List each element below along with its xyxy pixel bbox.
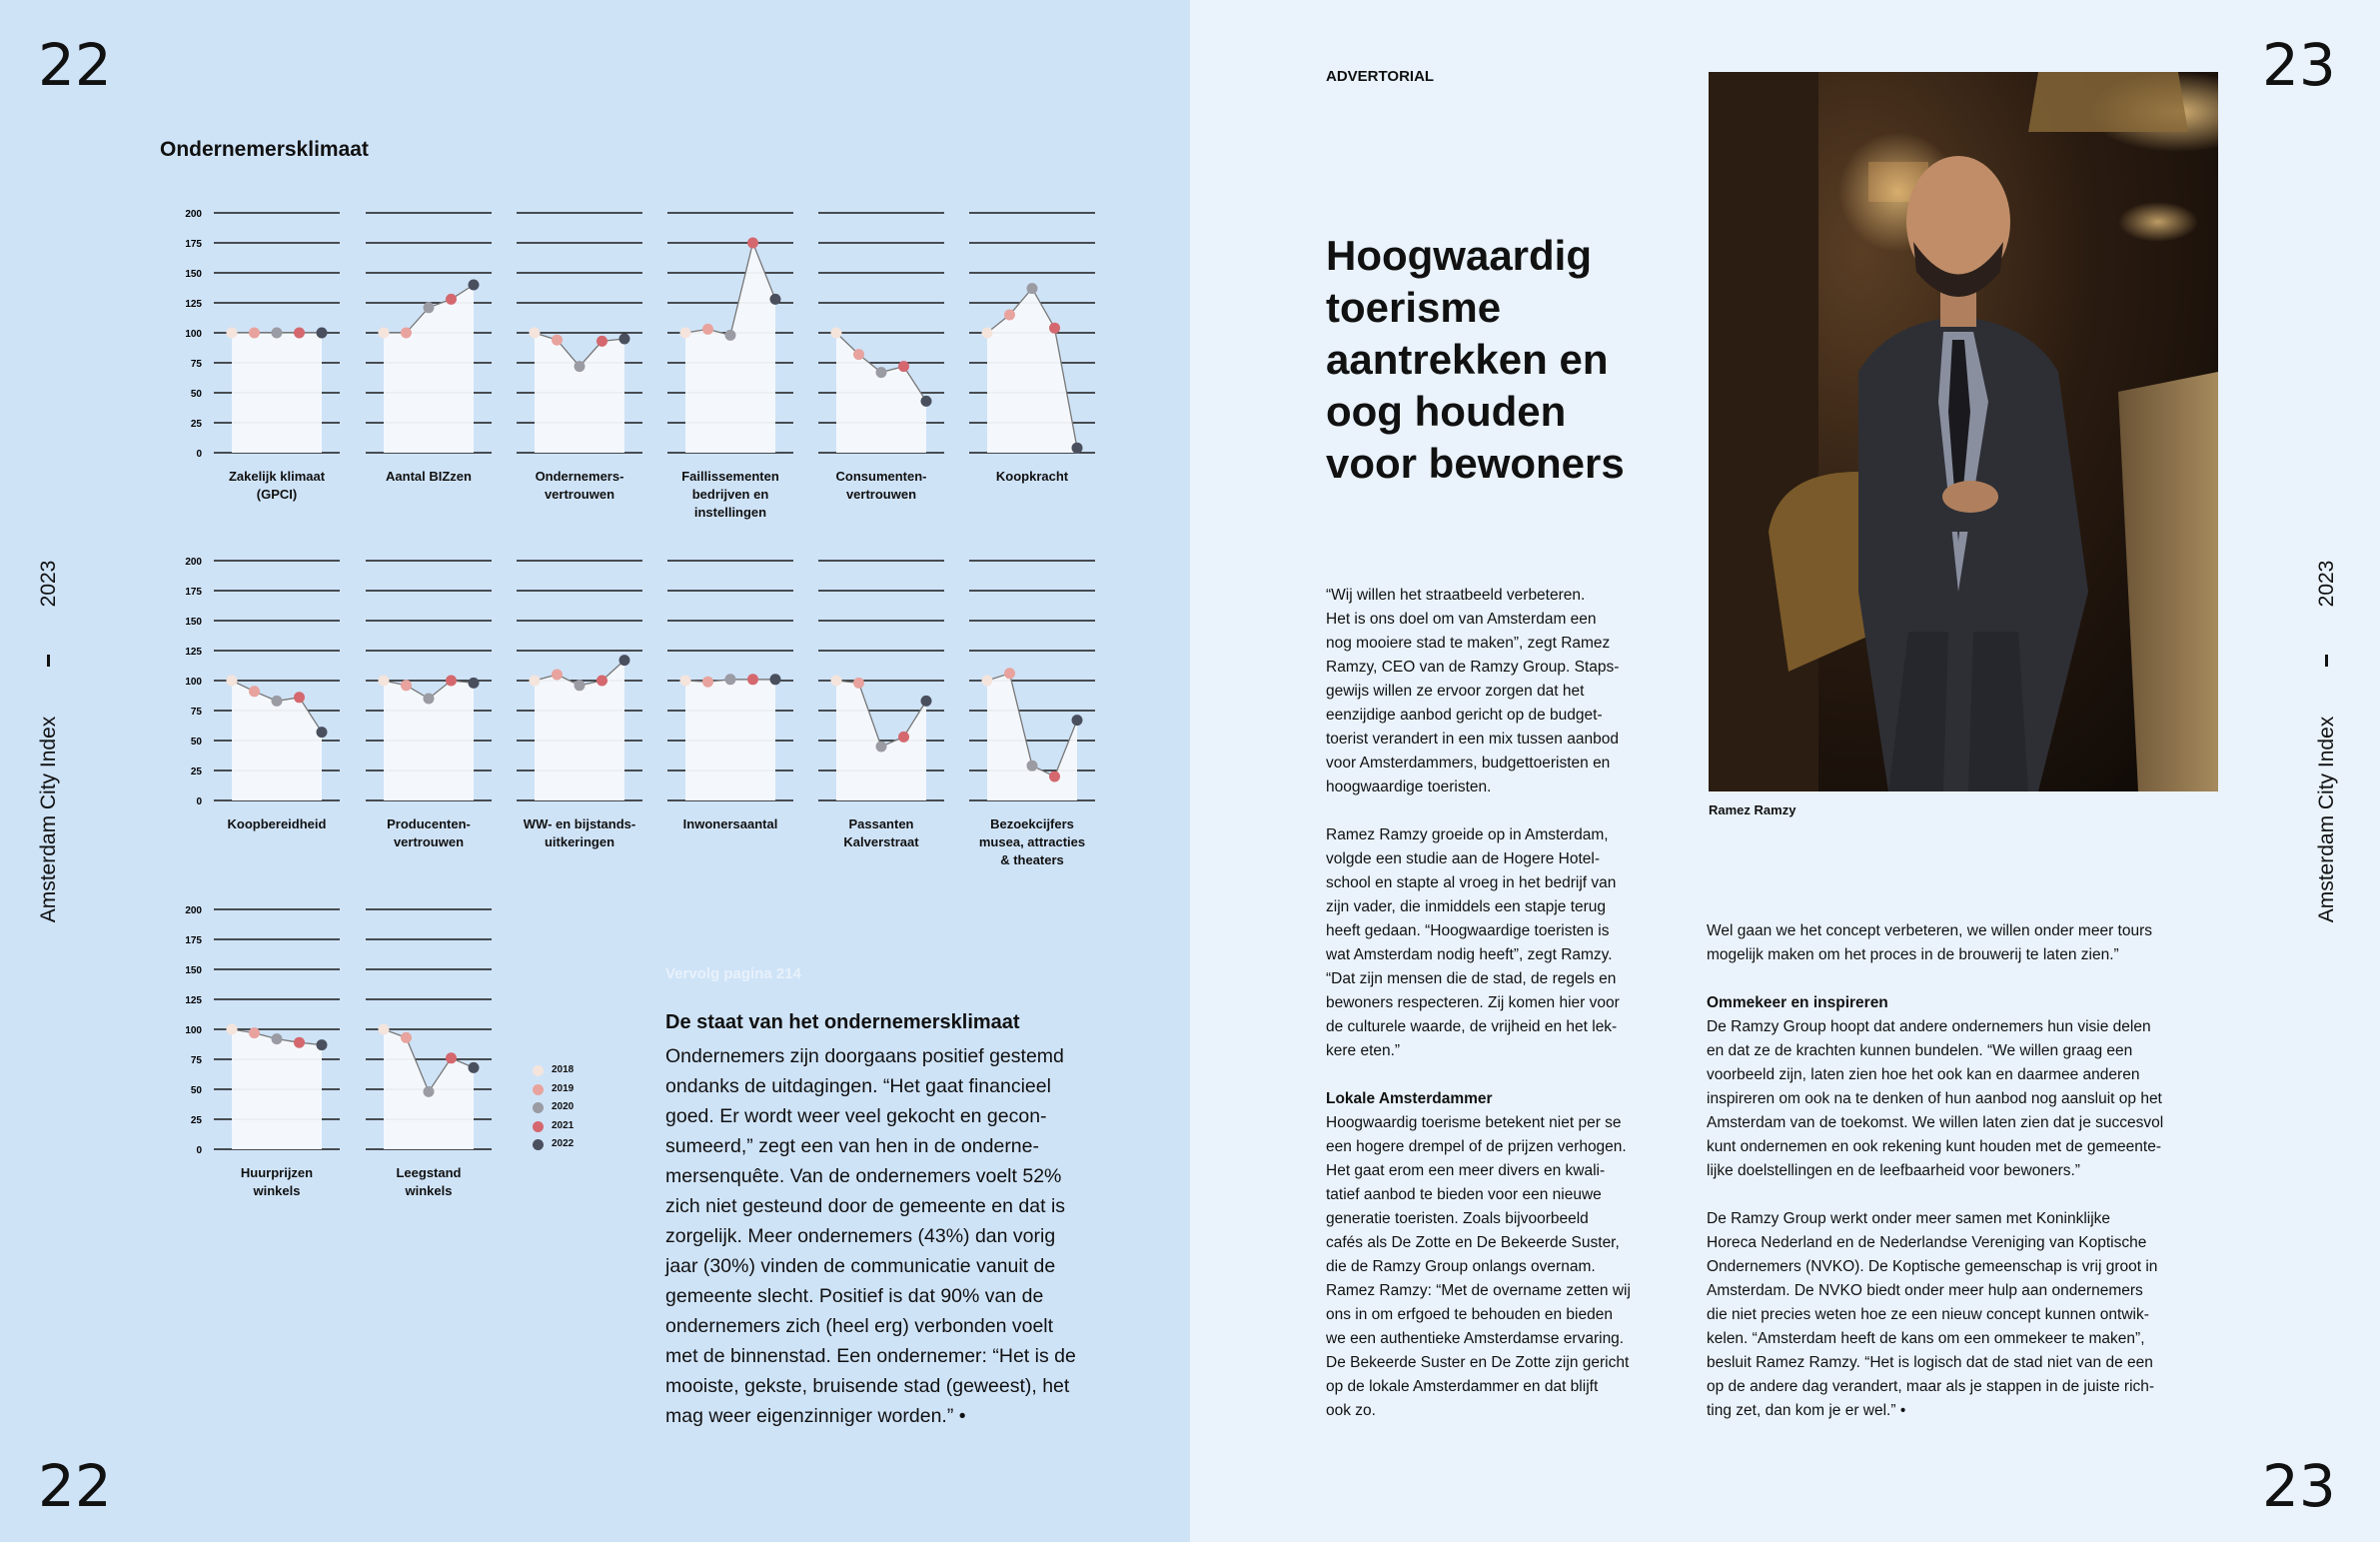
photo-caption: Ramez Ramzy (1709, 802, 1796, 817)
page-number-bottom-left: 22 (38, 1452, 112, 1520)
chart-label (194, 468, 360, 504)
data-point-2021 (747, 238, 758, 249)
text-line: we een authentieke Amsterdamse ervaring. (1326, 1330, 1625, 1347)
y-tick-label: 200 (185, 209, 202, 220)
body-line: Ondernemers zijn doorgaans positief gestemd (665, 1045, 1064, 1067)
text-line: op de lokale Amsterdammer en dat blijft (1326, 1378, 1599, 1395)
text-line: toerist verandert in een mix tussen aanbod (1326, 731, 1619, 748)
side-year-left: 2023 (37, 560, 60, 608)
side-title-left: Amsterdam City Index (37, 716, 60, 923)
chart-label-line: instellingen (693, 505, 767, 520)
chart-label-line: winkels (405, 1183, 453, 1198)
body-line: mersenquête. Van de ondernemers voelt 52% (665, 1165, 1062, 1187)
text-line: eenzijdige aanbod gericht op de budget- (1326, 707, 1603, 724)
data-point-2020 (876, 367, 887, 378)
y-tick-label: 200 (185, 905, 202, 916)
chart-label-line: winkels (253, 1183, 301, 1198)
chart-aantal-bizzen (316, 203, 492, 463)
chart-label-line: Zakelijk klimaat (228, 469, 326, 484)
data-point-2018 (680, 328, 691, 339)
chart-ondernemers-vertrouwen (467, 203, 642, 463)
text-line: nog mooiere stad te maken”, zegt Ramez (1326, 635, 1611, 652)
area-fill (987, 289, 1077, 453)
text-line: De Bekeerde Suster en De Zotte zijn gericht (1326, 1354, 1630, 1371)
y-tick-label: 125 (185, 647, 202, 658)
chart-label-line: musea, attracties (978, 834, 1086, 849)
data-point-2022 (1072, 443, 1083, 454)
data-point-2019 (249, 1027, 260, 1038)
text-line: Ramzy, CEO van de Ramzy Group. Staps- (1326, 659, 1620, 676)
y-tick-label: 150 (185, 965, 202, 976)
chart-ww-en-bijstands-uitkeringen (467, 551, 642, 810)
chart-label-line: Consumenten- (835, 469, 927, 484)
data-point-2018 (831, 676, 842, 687)
chart-label (798, 468, 964, 504)
body-line: zich niet gesteund door de gemeente en dat is (665, 1195, 1066, 1217)
data-point-2018 (227, 1024, 238, 1035)
y-tick-label: 75 (190, 1055, 202, 1066)
chart-label-line: Aantal BIZzen (386, 469, 472, 484)
section-title: Ondernemersklimaat (160, 138, 369, 161)
data-point-2021 (446, 294, 457, 305)
data-point-2020 (272, 696, 283, 707)
text-line: Ramez Ramzy: “Met de overname zetten wij (1326, 1282, 1631, 1299)
text-line: kere eten.” (1326, 1042, 1401, 1059)
data-point-2019 (853, 349, 864, 360)
chart-label-line: Passanten (848, 816, 914, 831)
left-article-heading: De staat van het ondernemersklimaat (665, 1011, 1020, 1033)
data-point-2018 (831, 328, 842, 339)
data-point-2021 (446, 676, 457, 687)
article-column-2 (1707, 919, 2226, 1447)
paragraph (1326, 1111, 1666, 1423)
text-line: De Ramzy Group hoopt dat andere ondernemers hun visie delen (1707, 1018, 2151, 1035)
data-point-2020 (876, 742, 887, 753)
paragraph (1707, 1207, 2226, 1423)
data-point-2019 (401, 680, 412, 691)
legend-swatch (533, 1102, 544, 1113)
area-fill (232, 1029, 322, 1149)
chart-label-line: Koopkracht (995, 469, 1069, 484)
text-line: Ramez Ramzy groeide op in Amsterdam, (1326, 826, 1609, 843)
y-tick-label: 25 (190, 1115, 202, 1126)
data-point-2019 (1004, 310, 1015, 321)
y-tick-label: 75 (190, 707, 202, 718)
chart-zakelijk-klimaat-gpci- (164, 203, 340, 463)
chart-label (949, 468, 1115, 486)
body-line: goed. Er wordt weer veel gekocht en gecon- (665, 1105, 1047, 1127)
text-line: “Dat zijn mensen die de stad, de regels en (1326, 970, 1617, 987)
text-line: Het is ons doel om van Amsterdam een (1326, 611, 1597, 628)
data-point-2022 (1072, 715, 1083, 726)
data-point-2021 (294, 692, 305, 703)
chart-label (194, 815, 360, 833)
advertorial-label: ADVERTORIAL (1326, 68, 1435, 85)
chart-label-line: uitkeringen (544, 834, 615, 849)
chart-koopkracht (919, 203, 1095, 463)
data-point-2020 (424, 302, 435, 313)
chart-label (497, 468, 662, 504)
y-tick-label: 175 (185, 935, 202, 946)
text-line: tatief aanbod te bieden voor een nieuwe (1326, 1186, 1602, 1203)
y-tick-label: 125 (185, 995, 202, 1006)
page-number-top-left: 22 (38, 31, 112, 99)
data-point-2019 (552, 335, 563, 346)
chart-label (647, 468, 813, 522)
chart-label-line: Ondernemers- (535, 469, 624, 484)
legend-label: 2022 (552, 1138, 575, 1149)
y-tick-label: 25 (190, 419, 202, 430)
data-point-2021 (596, 336, 607, 347)
chart-label-line: & theaters (1000, 852, 1064, 867)
page-number-bottom-right: 23 (2262, 1452, 2336, 1520)
text-line: Het gaat erom een meer divers en kwali- (1326, 1162, 1606, 1179)
body-line: jaar (30%) vinden de communicatie vanuit de (665, 1255, 1056, 1277)
data-point-2018 (379, 328, 390, 339)
chart-label-line: bedrijven en (691, 487, 769, 502)
article-column-1 (1326, 584, 1666, 1447)
text-line: volgde een studie aan de Hogere Hotel- (1326, 850, 1601, 867)
text-line: kelen. “Amsterdam heeft de kans om een ommekeer te maken”, (1707, 1330, 2145, 1347)
chart-bezoekcijfers-musea-attracties-theaters (919, 551, 1095, 810)
data-point-2021 (747, 674, 758, 685)
data-point-2019 (401, 1032, 412, 1043)
text-line: die niet precies weten hoe ze een nieuw concept kunnen ontwik- (1707, 1306, 2149, 1323)
data-point-2020 (424, 1086, 435, 1097)
legend-swatch (533, 1139, 544, 1150)
data-point-2020 (424, 694, 435, 705)
text-line: de culturele waarde, de vrijheid en het lek- (1326, 1018, 1618, 1035)
legend-label: 2019 (552, 1082, 575, 1094)
data-point-2019 (249, 686, 260, 697)
data-point-2021 (898, 732, 909, 743)
y-tick-label: 25 (190, 767, 202, 777)
chart-label (194, 1164, 360, 1200)
area-fill (232, 333, 322, 453)
legend-label: 2018 (552, 1064, 575, 1075)
y-tick-label: 50 (190, 737, 202, 748)
subheading: Lokale Amsterdammer (1326, 1090, 1493, 1107)
data-point-2018 (227, 676, 238, 687)
chart-label-line: Kalverstraat (843, 834, 919, 849)
text-line: Ondernemers (NVKO). De Koptische gemeenschap is vrij groot in (1707, 1258, 2158, 1275)
body-line: ondanks de uitdagingen. “Het gaat financieel (665, 1075, 1051, 1097)
y-tick-label: 175 (185, 239, 202, 250)
headline-line: voor bewoners (1326, 440, 1625, 487)
chart-label-line: vertrouwen (393, 834, 465, 849)
text-line: heeft gedaan. “Hoogwaardige toeristen is (1326, 922, 1610, 939)
chart-huurprijzen-winkels (164, 899, 340, 1159)
text-line: school en stapte al vroeg in het bedrijf van (1326, 874, 1617, 891)
text-line: Horeca Nederland en de Nederlandse Vereniging van Koptische (1707, 1234, 2147, 1251)
chart-label (497, 815, 662, 851)
text-line: op de andere dag verandert, maar als je stappen in de juiste rich- (1707, 1378, 2155, 1395)
data-point-2020 (725, 674, 736, 685)
text-line: kunt ondernemen en ook rekening kunt houden met de gemeente- (1707, 1138, 2161, 1155)
text-line: ons in om erfgoed te behouden en bieden (1326, 1306, 1613, 1323)
data-point-2018 (982, 676, 993, 687)
data-point-2020 (272, 1033, 283, 1044)
chart-inwonersaantal (617, 551, 793, 810)
data-point-2021 (446, 1052, 457, 1063)
data-point-2018 (530, 676, 541, 687)
chart-consumenten-vertrouwen (768, 203, 944, 463)
text-line: Amsterdam van de toekomst. We willen laten zien dat je succesvol (1707, 1114, 2164, 1131)
data-point-2019 (853, 678, 864, 689)
text-line: Wel gaan we het concept verbeteren, we willen onder meer tours (1707, 922, 2153, 939)
text-line: zijn vader, die inmiddels een stapje terug (1326, 898, 1607, 915)
text-line: en dat ze de krachten kunnen bundelen. “We willen graag een (1707, 1042, 2133, 1059)
data-point-2020 (1027, 283, 1038, 294)
data-point-2020 (725, 330, 736, 341)
text-line: bewoners respecteren. Zij komen hier voor (1326, 994, 1620, 1011)
chart-label-line: Koopbereidheid (227, 816, 327, 831)
text-line: lijke doelstellingen en de leefbaarheid voor bewoners.” (1707, 1162, 2080, 1179)
body-line: mooiste, gekste, bruisende stad (geweest), het (665, 1375, 1070, 1397)
data-point-2020 (1027, 761, 1038, 771)
legend-label: 2021 (552, 1119, 575, 1131)
data-point-2019 (702, 677, 713, 688)
data-point-2021 (596, 676, 607, 687)
data-point-2018 (227, 328, 238, 339)
text-line: Amsterdam. De NVKO biedt onder meer hulp aan ondernemers (1707, 1282, 2143, 1299)
chart-label-line: vertrouwen (544, 487, 615, 502)
y-tick-label: 50 (190, 1085, 202, 1096)
body-line: mag weer eigenzinniger worden.” • (665, 1405, 966, 1427)
data-point-2019 (552, 670, 563, 681)
data-point-2021 (294, 1037, 305, 1048)
portrait-illustration (1709, 72, 2218, 791)
headline (1326, 230, 1686, 490)
text-line: inspireren om ook na te denken of hun aanbod nog aansluit op het (1707, 1090, 2162, 1107)
chart-label (346, 1164, 512, 1200)
text-line: “Wij willen het straatbeeld verbeteren. (1326, 587, 1586, 604)
area-fill (836, 333, 926, 453)
y-tick-label: 175 (185, 587, 202, 598)
data-point-2020 (575, 680, 586, 691)
data-point-2019 (401, 328, 412, 339)
chart-faillissementen-bedrijven-en-instellingen (617, 203, 793, 463)
text-line: ting zet, dan kom je er wel.” • (1707, 1402, 1906, 1419)
data-point-2018 (530, 328, 541, 339)
data-point-2018 (379, 1024, 390, 1035)
y-tick-label: 200 (185, 557, 202, 568)
data-point-2018 (379, 676, 390, 687)
data-point-2020 (575, 361, 586, 372)
body-line: met de binnenstad. Een ondernemer: “Het is de (665, 1345, 1076, 1367)
y-tick-label: 100 (185, 1025, 202, 1036)
chart-passanten-kalverstraat (768, 551, 944, 810)
chart-label (949, 815, 1115, 869)
data-point-2021 (294, 328, 305, 339)
y-tick-label: 0 (196, 1145, 202, 1156)
y-tick-label: 75 (190, 359, 202, 370)
chart-label-line: WW- en bijstands- (523, 816, 636, 831)
area-fill (535, 333, 624, 453)
headline-line: toerisme (1326, 284, 1502, 331)
paragraph (1707, 1015, 2226, 1183)
y-tick-label: 150 (185, 617, 202, 628)
area-fill (685, 680, 775, 800)
y-tick-label: 125 (185, 299, 202, 310)
chart-label (346, 815, 512, 851)
legend-label: 2020 (552, 1101, 575, 1112)
subheading: Ommekeer en inspireren (1707, 994, 1888, 1011)
text-line: Hoogwaardig toerisme betekent niet per se (1326, 1114, 1622, 1131)
chart-label (798, 815, 964, 851)
y-tick-label: 0 (196, 449, 202, 460)
chart-leegstand-winkels (316, 899, 492, 1159)
body-line: zorgelijk. Meer ondernemers (43%) dan vorig (665, 1225, 1056, 1247)
y-tick-label: 100 (185, 677, 202, 688)
paragraph (1707, 919, 2226, 967)
text-line: voor Amsterdammers, budgettoeristen en (1326, 755, 1611, 771)
headline-line: oog houden (1326, 388, 1567, 435)
chart-label (346, 468, 512, 486)
chart-label-line: Inwonersaantal (682, 816, 778, 831)
legend-swatch (533, 1065, 544, 1076)
body-line: sumeerd,” zegt een van hen in de onderne- (665, 1135, 1039, 1157)
continued-note: Vervolg pagina 214 (665, 965, 801, 982)
side-divider-left (47, 655, 50, 667)
legend-swatch (533, 1121, 544, 1132)
chart-label-line: Huurprijzen (240, 1165, 314, 1180)
data-point-2019 (249, 328, 260, 339)
paragraph (1326, 584, 1666, 799)
chart-label-line: vertrouwen (845, 487, 917, 502)
data-point-2019 (702, 324, 713, 335)
text-line: ook zo. (1326, 1402, 1376, 1419)
data-point-2018 (982, 328, 993, 339)
text-line: cafés als De Zotte en De Bekeerde Suster, (1326, 1234, 1620, 1251)
text-line: generatie toeristen. Zoals bijvoorbeeld (1326, 1210, 1589, 1227)
paragraph (1326, 823, 1666, 1063)
text-line: besluit Ramez Ramzy. “Het is logisch dat de stad niet van de een (1707, 1354, 2153, 1371)
y-tick-label: 0 (196, 796, 202, 807)
chart-label-line: Faillissementen (681, 469, 779, 484)
text-line: wat Amsterdam nodig heeft”, zegt Ramzy. (1326, 946, 1613, 963)
chart-label-line: Leegstand (396, 1165, 462, 1180)
area-fill (987, 674, 1077, 800)
text-line: voorbeeld zijn, laten zien hoe het ook kan en daarmee anderen (1707, 1066, 2140, 1083)
y-tick-label: 150 (185, 269, 202, 280)
data-point-2019 (1004, 668, 1015, 679)
side-year-right: 2023 (2315, 560, 2338, 608)
y-tick-label: 50 (190, 389, 202, 400)
text-line: een hogere drempel of de prijzen verhogen. (1326, 1138, 1627, 1155)
chart-label (647, 815, 813, 833)
text-line: hoogwaardige toeristen. (1326, 778, 1492, 795)
portrait-photo (1709, 72, 2218, 791)
side-title-right: Amsterdam City Index (2315, 716, 2338, 923)
chart-label-line: Bezoekcijfers (990, 816, 1074, 831)
chart-koopbereidheid (164, 551, 340, 810)
y-tick-label: 100 (185, 329, 202, 340)
headline-line: Hoogwaardig (1326, 232, 1593, 279)
data-point-2018 (680, 676, 691, 687)
text-line: De Ramzy Group werkt onder meer samen met Koninklijke (1707, 1210, 2111, 1227)
area-fill (685, 243, 775, 453)
chart-producenten-vertrouwen (316, 551, 492, 810)
data-point-2021 (898, 361, 909, 372)
body-line: ondernemers zich (heel erg) verbonden voelt (665, 1315, 1054, 1337)
text-line: mogelijk maken om het proces in de brouwerij te laten zien.” (1707, 946, 2119, 963)
data-point-2022 (469, 1062, 480, 1073)
data-point-2021 (1049, 323, 1060, 334)
headline-line: aantrekken en (1326, 336, 1609, 383)
legend-swatch (533, 1084, 544, 1095)
side-divider-right (2325, 655, 2328, 667)
data-point-2020 (272, 328, 283, 339)
chart-label-line: Producenten- (387, 816, 471, 831)
text-line: die de Ramzy Group onlangs overnam. (1326, 1258, 1596, 1275)
data-point-2021 (1049, 771, 1060, 782)
page-number-top-right: 23 (2262, 31, 2336, 99)
body-line: gemeente slecht. Positief is dat 90% van de (665, 1285, 1044, 1307)
chart-label-line: (GPCI) (256, 487, 298, 502)
text-line: gewijs willen ze ervoor zorgen dat het (1326, 683, 1585, 700)
